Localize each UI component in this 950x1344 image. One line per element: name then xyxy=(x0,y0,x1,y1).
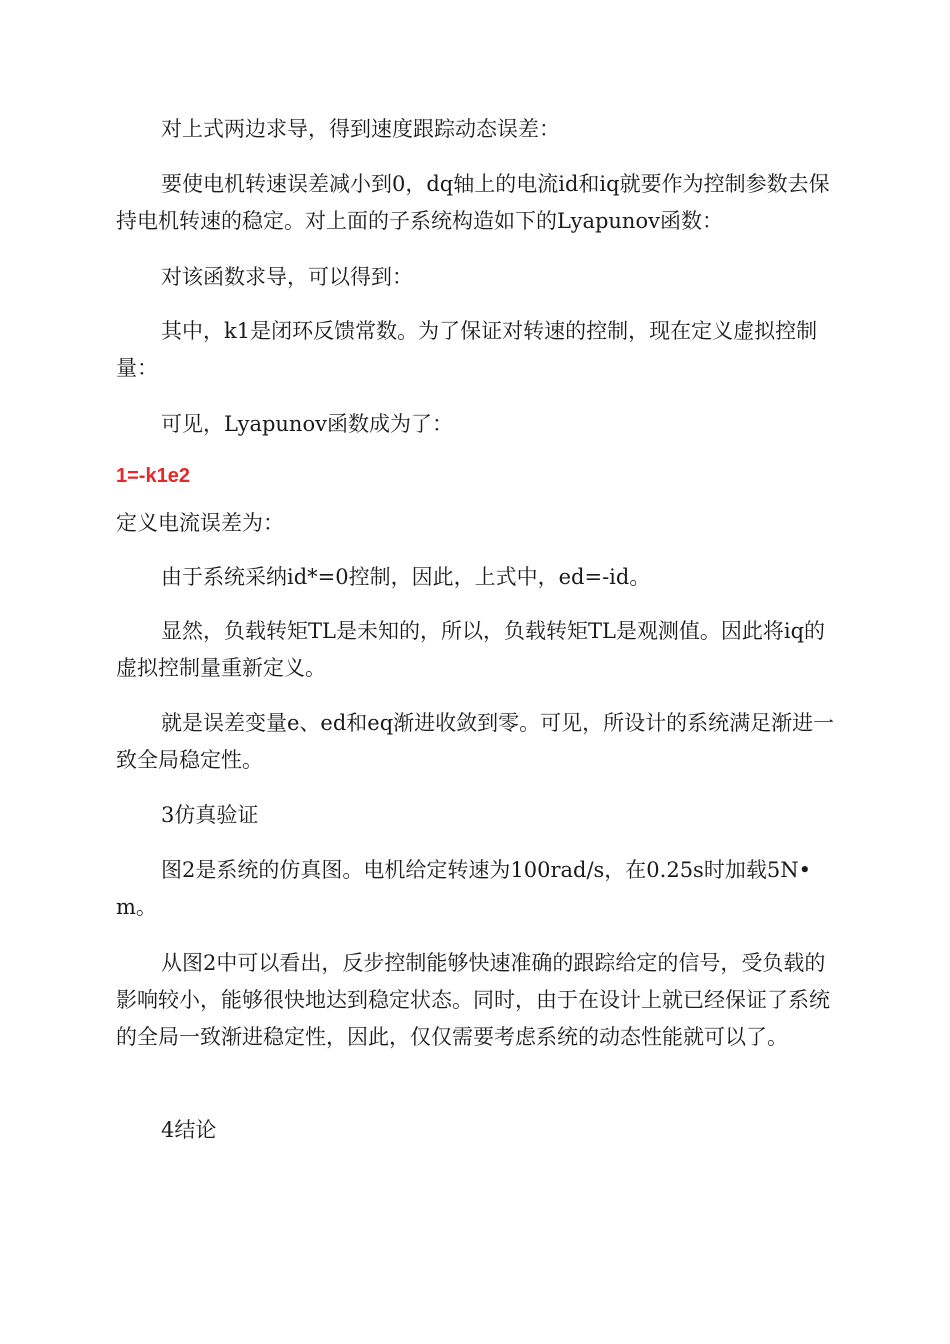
paragraph-simulation-figure: 图2是系统的仿真图。电机给定转速为100rad/s，在0.25s时加载5N•m。 xyxy=(116,858,811,919)
paragraph-current-control: 要使电机转速误差减小到0，dq轴上的电流id和iq就要作为控制参数去保持电机转速的稳定。对上面的子系统构造如下的Lyapunov函数： xyxy=(116,172,830,233)
paragraph-derivative-intro: 对上式两边求导，得到速度跟踪动态误差： xyxy=(161,117,560,141)
formula-red: 1=-k1e2 xyxy=(116,465,190,487)
paragraph-virtual-control: 其中，k1是闭环反馈常数。为了保证对转速的控制，现在定义虚拟控制量： xyxy=(116,319,818,380)
paragraph-error-convergence: 就是误差变量e、ed和eq渐进收敛到零。可见，所设计的系统满足渐进一致全局稳定性。 xyxy=(116,711,835,772)
section-heading-simulation: 3仿真验证 xyxy=(161,803,259,827)
paragraph-simulation-analysis: 从图2中可以看出，反步控制能够快速准确的跟踪给定的信号，受负载的影响较小，能够很快地达到稳定状态。同时，由于在设计上就已经保证了系统的全局一致渐进稳定性，因此，仅仅需要考虑系统的动态性能就可以了。 xyxy=(116,951,830,1049)
paragraph-current-error: 定义电流误差为： xyxy=(116,511,284,535)
paragraph-function-derivative: 对该函数求导，可以得到： xyxy=(161,265,413,289)
section-heading-conclusion: 4结论 xyxy=(161,1118,217,1142)
paragraph-lyapunov-result: 可见，Lyapunov函数成为了： xyxy=(161,412,453,436)
paragraph-id-control: 由于系统采纳id*=0控制，因此，上式中，ed=-id。 xyxy=(161,565,651,589)
paragraph-load-torque: 显然，负载转矩TL是未知的，所以，负载转矩TL是观测值。因此将iq的虚拟控制量重新定义。 xyxy=(116,619,826,680)
